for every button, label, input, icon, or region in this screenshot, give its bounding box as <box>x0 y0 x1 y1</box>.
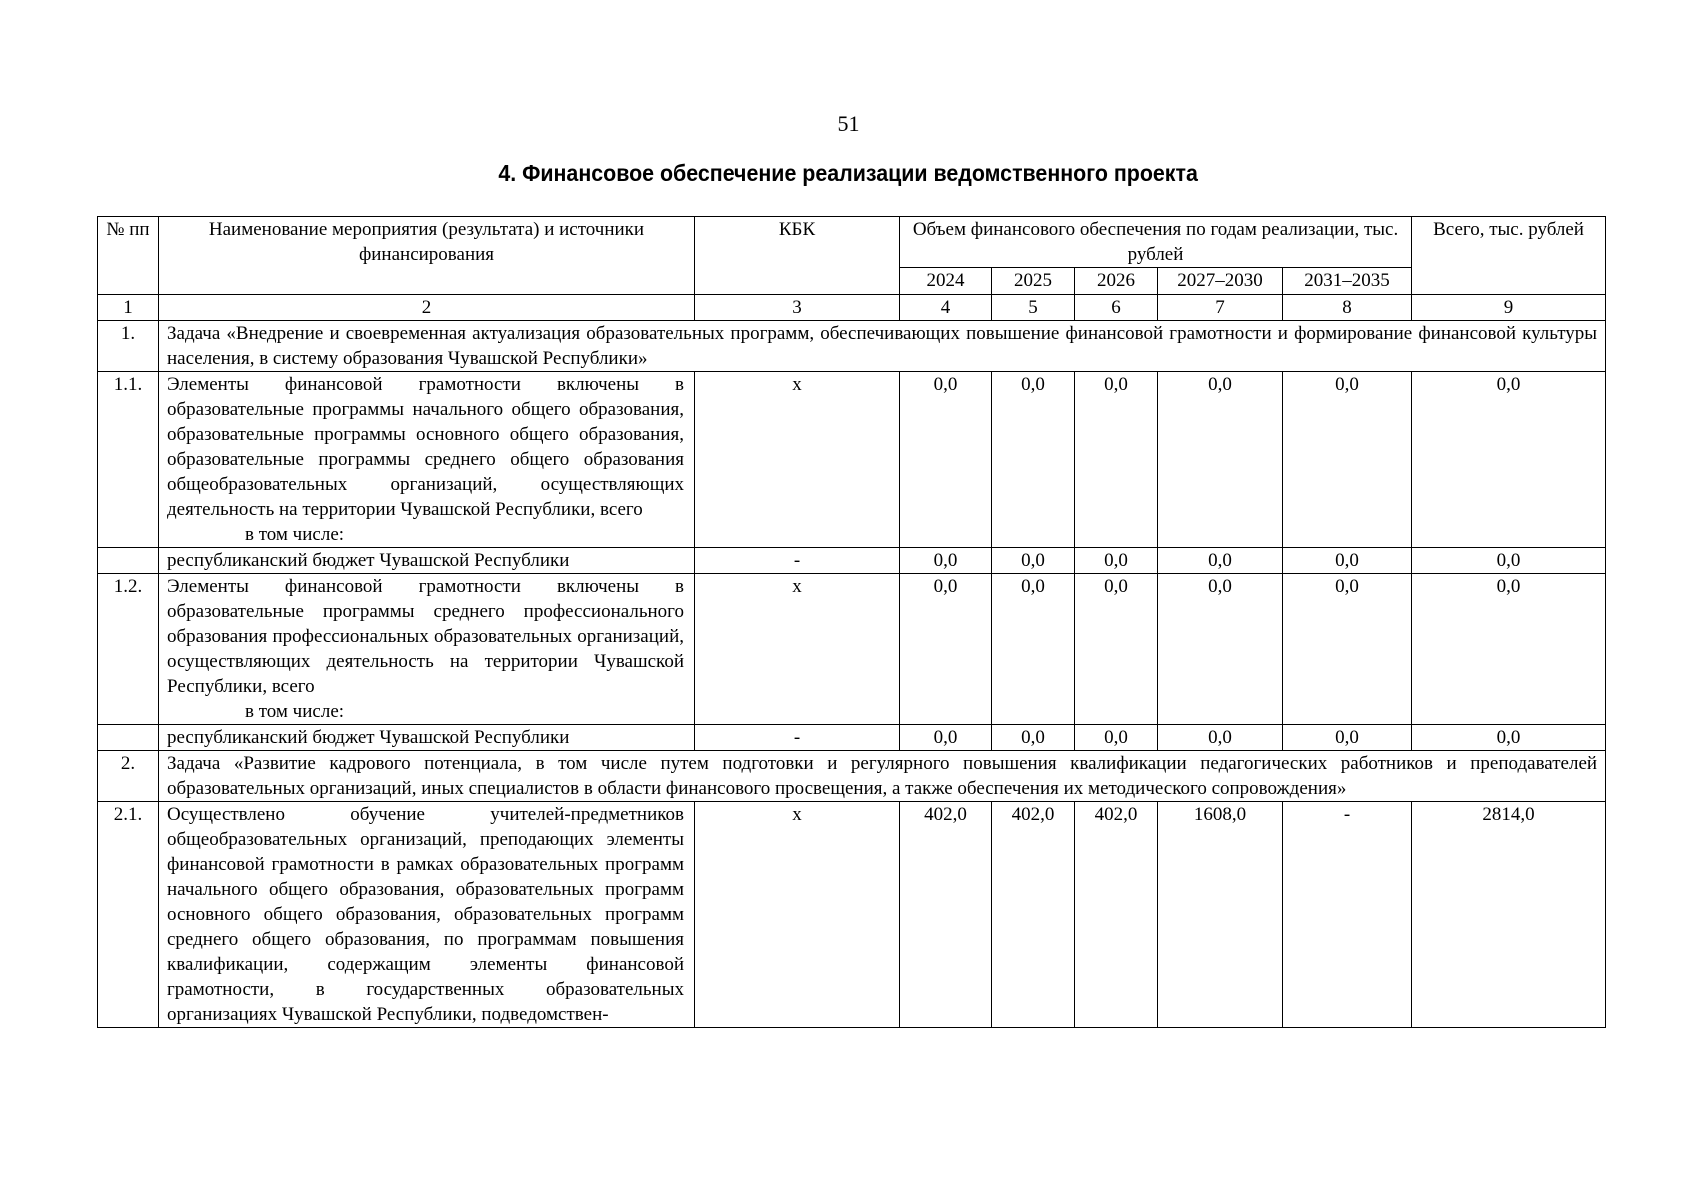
row-num: 1.1. <box>98 372 159 548</box>
item-text: Осуществлено обучение учителей-предметников общеобразовательных организаций, преподающих элементы финансовой грамотности в рамках образовательных программ начального общего образования, образовательных программ основного общего образования, образовательных программ среднего общего образования, по программам повышения квалификации, содержащим элементы финансовой грамотности, в государственных образовательных организациях Чувашской Республики, подведомствен- <box>167 804 684 1025</box>
page-number: 51 <box>837 111 860 136</box>
table-row <box>98 725 1606 751</box>
row-num <box>98 725 159 751</box>
row-kbk: - <box>695 725 900 751</box>
row-num: 2.1. <box>98 802 159 1028</box>
item-sub: в том числе: <box>245 524 345 545</box>
item-name <box>159 372 695 548</box>
header-year: 2027–2030 <box>1158 268 1283 295</box>
header-name: Наименование мероприятия (результата) и источники финансирования <box>159 217 695 295</box>
row-value: - <box>1283 802 1412 1028</box>
column-number: 7 <box>1158 295 1283 321</box>
row-num <box>98 548 159 574</box>
item-name <box>159 802 695 1028</box>
header-num: № пп <box>98 217 159 295</box>
task-text: Задача «Развитие кадрового потенциала, в том числе путем подготовки и регулярного повышения квалификации педагогических работников и преподавателей образовательных организаций, иных специалистов в области финансового просвещения, а также обеспечения их методического сопровождения» <box>159 751 1606 802</box>
column-number: 5 <box>992 295 1075 321</box>
table-row <box>98 321 1606 372</box>
row-value: 0,0 <box>1283 725 1412 751</box>
column-number: 1 <box>98 295 159 321</box>
item-text: Элементы финансовой грамотности включены в образовательные программы среднего профессионального образования профессиональных образовательных организаций, осуществляющих деятельность на территории Чувашской Республики, всего <box>167 576 684 697</box>
row-value: 1608,0 <box>1158 802 1283 1028</box>
row-value: 0,0 <box>992 725 1075 751</box>
header-kbk: КБК <box>695 217 900 295</box>
column-number: 6 <box>1075 295 1158 321</box>
row-value: 402,0 <box>900 802 992 1028</box>
row-value: 0,0 <box>1075 372 1158 548</box>
row-value: 0,0 <box>1283 372 1412 548</box>
column-number: 3 <box>695 295 900 321</box>
source-name: республиканский бюджет Чувашской Республики <box>159 725 695 751</box>
table-row <box>98 574 1606 725</box>
header-year: 2031–2035 <box>1283 268 1412 295</box>
item-sub: в том числе: <box>245 701 345 722</box>
row-value: 0,0 <box>1075 725 1158 751</box>
row-kbk: х <box>695 574 900 725</box>
row-value: 0,0 <box>1158 725 1283 751</box>
row-value: 0,0 <box>1158 548 1283 574</box>
task-text: Задача «Внедрение и своевременная актуализация образовательных программ, обеспечивающих повышение финансовой грамотности и формирование финансовой культуры населения, в систему образования Чувашской Республики» <box>159 321 1606 372</box>
row-value: 0,0 <box>1075 548 1158 574</box>
row-value: 402,0 <box>992 802 1075 1028</box>
row-value: 0,0 <box>992 548 1075 574</box>
page-title <box>0 159 1697 187</box>
row-total: 0,0 <box>1412 574 1606 725</box>
column-number: 4 <box>900 295 992 321</box>
row-kbk: х <box>695 372 900 548</box>
page-title-text: 4. Финансовое обеспечение реализации ведомственного проекта <box>498 160 1199 186</box>
table-row <box>98 802 1606 1028</box>
row-value: 0,0 <box>992 574 1075 725</box>
row-kbk: х <box>695 802 900 1028</box>
row-total: 0,0 <box>1412 548 1606 574</box>
header-total: Всего, тыс. рублей <box>1412 217 1606 295</box>
source-name: республиканский бюджет Чувашской Республики <box>159 548 695 574</box>
row-value: 0,0 <box>900 574 992 725</box>
column-number: 9 <box>1412 295 1606 321</box>
row-num: 1. <box>98 321 159 372</box>
row-value: 0,0 <box>900 372 992 548</box>
column-number: 2 <box>159 295 695 321</box>
row-num: 2. <box>98 751 159 802</box>
financing-table <box>97 216 1606 1028</box>
header-year: 2025 <box>992 268 1075 295</box>
table-row <box>98 548 1606 574</box>
row-value: 0,0 <box>1075 574 1158 725</box>
row-num: 1.2. <box>98 574 159 725</box>
table-row <box>98 372 1606 548</box>
row-value: 402,0 <box>1075 802 1158 1028</box>
row-value: 0,0 <box>900 725 992 751</box>
row-value: 0,0 <box>1283 574 1412 725</box>
column-number: 8 <box>1283 295 1412 321</box>
header-year: 2026 <box>1075 268 1158 295</box>
row-kbk: - <box>695 548 900 574</box>
row-value: 0,0 <box>992 372 1075 548</box>
row-value: 0,0 <box>1158 372 1283 548</box>
header-volume: Объем финансового обеспечения по годам реализации, тыс. рублей <box>900 217 1412 268</box>
row-value: 0,0 <box>1158 574 1283 725</box>
row-value: 0,0 <box>1283 548 1412 574</box>
row-value: 0,0 <box>900 548 992 574</box>
row-total: 0,0 <box>1412 372 1606 548</box>
row-total: 2814,0 <box>1412 802 1606 1028</box>
table-row <box>98 751 1606 802</box>
row-total: 0,0 <box>1412 725 1606 751</box>
header-year: 2024 <box>900 268 992 295</box>
item-name <box>159 574 695 725</box>
item-text: Элементы финансовой грамотности включены в образовательные программы начального общего образования, образовательные программы основного общего образования, образовательные программы среднего общего образования общеобразовательных организаций, осуществляющих деятельность на территории Чувашской Республики, всего <box>167 374 684 520</box>
